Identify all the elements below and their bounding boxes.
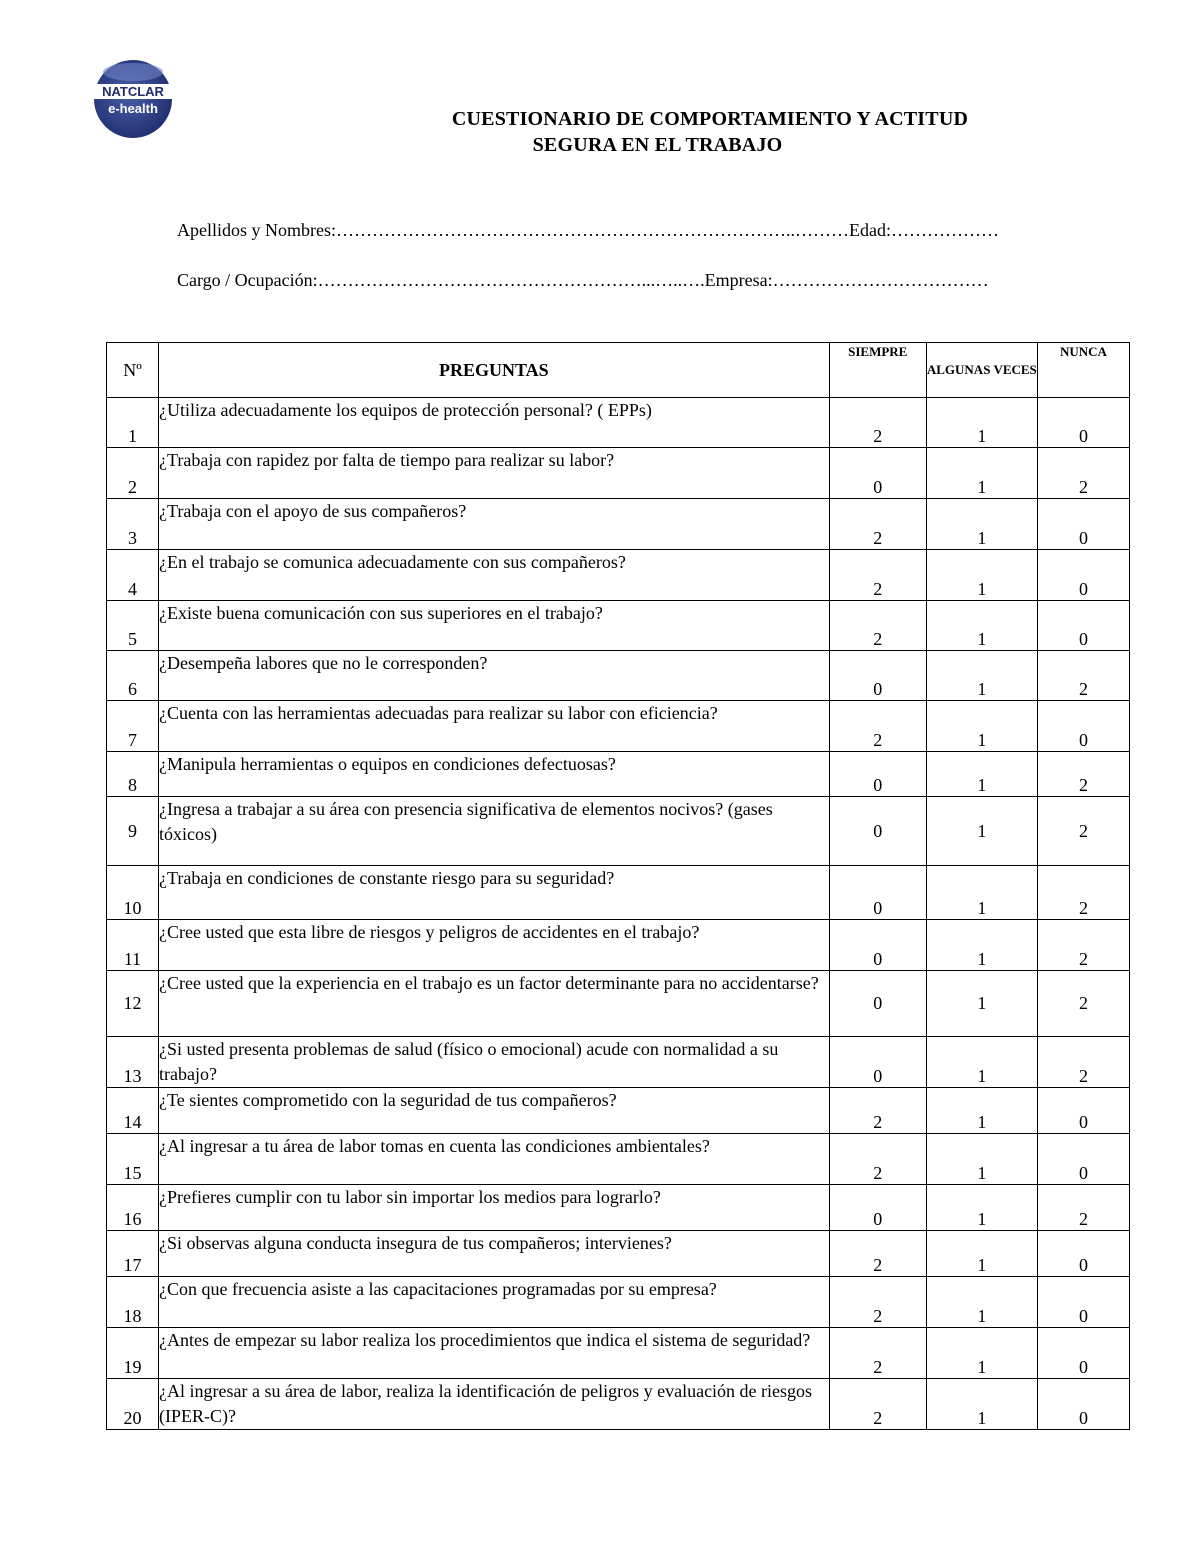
question-number: 4 [107,550,159,601]
score-siempre[interactable]: 2 [829,1134,926,1185]
score-algunas-veces[interactable]: 1 [926,797,1037,866]
question-number: 1 [107,398,159,448]
header-row [107,343,1130,398]
document-title [300,106,1120,158]
name-label: Apellidos y Nombres: [177,220,336,240]
question-text: ¿Si observas alguna conducta insegura de tus compañeros; intervienes? [159,1231,830,1277]
age-label: Edad: [849,220,891,240]
empresa-fill-line[interactable]: ……………………………… [772,270,989,290]
age-fill-line[interactable]: ……………… [891,220,999,240]
table-row [107,1379,1130,1430]
table-row [107,1328,1130,1379]
question-text: ¿Al ingresar a su área de labor, realiza la identificación de peligros y evaluación de riesgos (IPER-C)? [159,1379,830,1430]
question-text: ¿Existe buena comunicación con sus superiores en el trabajo? [159,601,830,651]
question-number: 17 [107,1231,159,1277]
question-number: 11 [107,920,159,971]
score-siempre[interactable]: 2 [829,701,926,752]
table-row [107,752,1130,797]
table-row [107,797,1130,866]
table-row [107,701,1130,752]
score-algunas-veces[interactable]: 1 [926,1088,1037,1134]
score-siempre[interactable]: 0 [829,971,926,1037]
natclar-logo [88,58,178,140]
score-nunca[interactable]: 0 [1037,1328,1129,1379]
score-nunca[interactable]: 2 [1037,448,1129,499]
table-row [107,601,1130,651]
score-algunas-veces[interactable]: 1 [926,1231,1037,1277]
score-nunca[interactable]: 0 [1037,499,1129,550]
score-nunca[interactable]: 0 [1037,1134,1129,1185]
question-number: 7 [107,701,159,752]
score-nunca[interactable]: 0 [1037,550,1129,601]
score-algunas-veces[interactable]: 1 [926,1037,1037,1088]
title-line-1: CUESTIONARIO DE COMPORTAMIENTO Y ACTITUD [451,108,969,130]
question-text: ¿Con que frecuencia asiste a las capacitaciones programadas por su empresa? [159,1277,830,1328]
score-algunas-veces[interactable]: 1 [926,920,1037,971]
header-algunas-veces: ALGUNAS VECES [926,343,1037,398]
score-algunas-veces[interactable]: 1 [926,971,1037,1037]
score-siempre[interactable]: 2 [829,499,926,550]
score-nunca[interactable]: 2 [1037,1185,1129,1231]
score-siempre[interactable]: 0 [829,866,926,920]
score-algunas-veces[interactable]: 1 [926,1134,1037,1185]
table-row [107,1037,1130,1088]
score-nunca[interactable]: 2 [1037,971,1129,1037]
question-number: 9 [107,797,159,866]
question-number: 12 [107,971,159,1037]
score-nunca[interactable]: 2 [1037,797,1129,866]
header-num: Nº [107,343,159,398]
score-siempre[interactable]: 0 [829,1037,926,1088]
score-siempre[interactable]: 2 [829,1328,926,1379]
question-text: ¿Cuenta con las herramientas adecuadas para realizar su labor con eficiencia? [159,701,830,752]
score-siempre[interactable]: 2 [829,550,926,601]
score-nunca[interactable]: 2 [1037,651,1129,701]
table-row [107,1185,1130,1231]
cargo-label: Cargo / Ocupación: [177,270,318,290]
score-siempre[interactable]: 2 [829,1277,926,1328]
question-text: ¿Manipula herramientas o equipos en condiciones defectuosas? [159,752,830,797]
score-siempre[interactable]: 0 [829,797,926,866]
table-row [107,1134,1130,1185]
score-siempre[interactable]: 2 [829,601,926,651]
table-row [107,920,1130,971]
question-number: 14 [107,1088,159,1134]
score-nunca[interactable]: 0 [1037,1231,1129,1277]
score-siempre[interactable]: 2 [829,1231,926,1277]
score-algunas-veces[interactable]: 1 [926,752,1037,797]
score-algunas-veces[interactable]: 1 [926,1379,1037,1430]
questionnaire-table [106,342,1130,1430]
question-number: 8 [107,752,159,797]
score-nunca[interactable]: 0 [1037,701,1129,752]
header-nunca: NUNCA [1037,343,1129,398]
question-text: ¿Cree usted que la experiencia en el trabajo es un factor determinante para no accidentarse? [159,971,830,1037]
cargo-empresa-line [177,270,989,291]
question-number: 10 [107,866,159,920]
header-siempre: SIEMPRE [829,343,926,398]
score-nunca[interactable]: 2 [1037,752,1129,797]
table-row [107,398,1130,448]
question-number: 19 [107,1328,159,1379]
question-text: ¿Trabaja en condiciones de constante riesgo para su seguridad? [159,866,830,920]
score-siempre[interactable]: 0 [829,651,926,701]
question-text: ¿Trabaja con el apoyo de sus compañeros? [159,499,830,550]
table-row [107,550,1130,601]
score-algunas-veces[interactable]: 1 [926,866,1037,920]
table-row [107,651,1130,701]
score-nunca[interactable]: 0 [1037,601,1129,651]
questions-body [107,398,1130,1430]
score-nunca[interactable]: 0 [1037,1277,1129,1328]
question-number: 18 [107,1277,159,1328]
name-age-line [177,220,999,241]
score-siempre[interactable]: 2 [829,398,926,448]
score-algunas-veces[interactable]: 1 [926,1185,1037,1231]
table-row [107,866,1130,920]
table-row [107,971,1130,1037]
table-row [107,499,1130,550]
score-algunas-veces[interactable]: 1 [926,651,1037,701]
score-algunas-veces[interactable]: 1 [926,1277,1037,1328]
name-fill-line[interactable]: …………………………………………………………………..……… [336,220,849,240]
table-row [107,1277,1130,1328]
score-siempre[interactable]: 2 [829,1379,926,1430]
question-text: ¿Prefieres cumplir con tu labor sin importar los medios para lograrlo? [159,1185,830,1231]
question-text: ¿Utiliza adecuadamente los equipos de protección personal? ( EPPs) [159,398,830,448]
score-algunas-veces[interactable]: 1 [926,601,1037,651]
question-number: 20 [107,1379,159,1430]
table-row [107,1231,1130,1277]
table-row [107,448,1130,499]
question-number: 13 [107,1037,159,1088]
title-line-2: SEGURA EN EL TRABAJO [532,134,783,156]
question-text: ¿Desempeña labores que no le corresponden? [159,651,830,701]
question-number: 16 [107,1185,159,1231]
score-algunas-veces[interactable]: 1 [926,398,1037,448]
score-siempre[interactable]: 0 [829,1185,926,1231]
score-siempre[interactable]: 2 [829,1088,926,1134]
score-siempre[interactable]: 0 [829,752,926,797]
score-nunca[interactable]: 2 [1037,920,1129,971]
question-number: 15 [107,1134,159,1185]
score-nunca[interactable]: 2 [1037,866,1129,920]
header-preguntas: PREGUNTAS [159,343,830,398]
logo-text-ehealth: e-health [108,101,158,116]
question-number: 3 [107,499,159,550]
score-siempre[interactable]: 0 [829,448,926,499]
empresa-label: Empresa: [704,270,773,290]
question-text: ¿Ingresa a trabajar a su área con presencia significativa de elementos nocivos? (gases tóxicos) [159,797,830,866]
score-nunca[interactable]: 0 [1037,398,1129,448]
score-algunas-veces[interactable]: 1 [926,550,1037,601]
question-text: ¿Te sientes comprometido con la seguridad de tus compañeros? [159,1088,830,1134]
cargo-fill-line[interactable]: ………………………………………………...…..…. [317,270,705,290]
question-text: ¿En el trabajo se comunica adecuadamente con sus compañeros? [159,550,830,601]
score-nunca[interactable]: 0 [1037,1379,1129,1430]
question-number: 2 [107,448,159,499]
score-algunas-veces[interactable]: 1 [926,1328,1037,1379]
question-text: ¿Trabaja con rapidez por falta de tiempo para realizar su labor? [159,448,830,499]
score-nunca[interactable]: 0 [1037,1088,1129,1134]
score-algunas-veces[interactable]: 1 [926,499,1037,550]
question-text: ¿Al ingresar a tu área de labor tomas en cuenta las condiciones ambientales? [159,1134,830,1185]
score-algunas-veces[interactable]: 1 [926,701,1037,752]
question-number: 6 [107,651,159,701]
logo-text-natclar: NATCLAR [102,84,164,99]
score-nunca[interactable]: 2 [1037,1037,1129,1088]
question-text: ¿Si usted presenta problemas de salud (físico o emocional) acude con normalidad a su trabajo? [159,1037,830,1088]
table-row [107,1088,1130,1134]
score-algunas-veces[interactable]: 1 [926,448,1037,499]
question-text: ¿Antes de empezar su labor realiza los procedimientos que indica el sistema de seguridad? [159,1328,830,1379]
score-siempre[interactable]: 0 [829,920,926,971]
question-text: ¿Cree usted que esta libre de riesgos y peligros de accidentes en el trabajo? [159,920,830,971]
question-number: 5 [107,601,159,651]
